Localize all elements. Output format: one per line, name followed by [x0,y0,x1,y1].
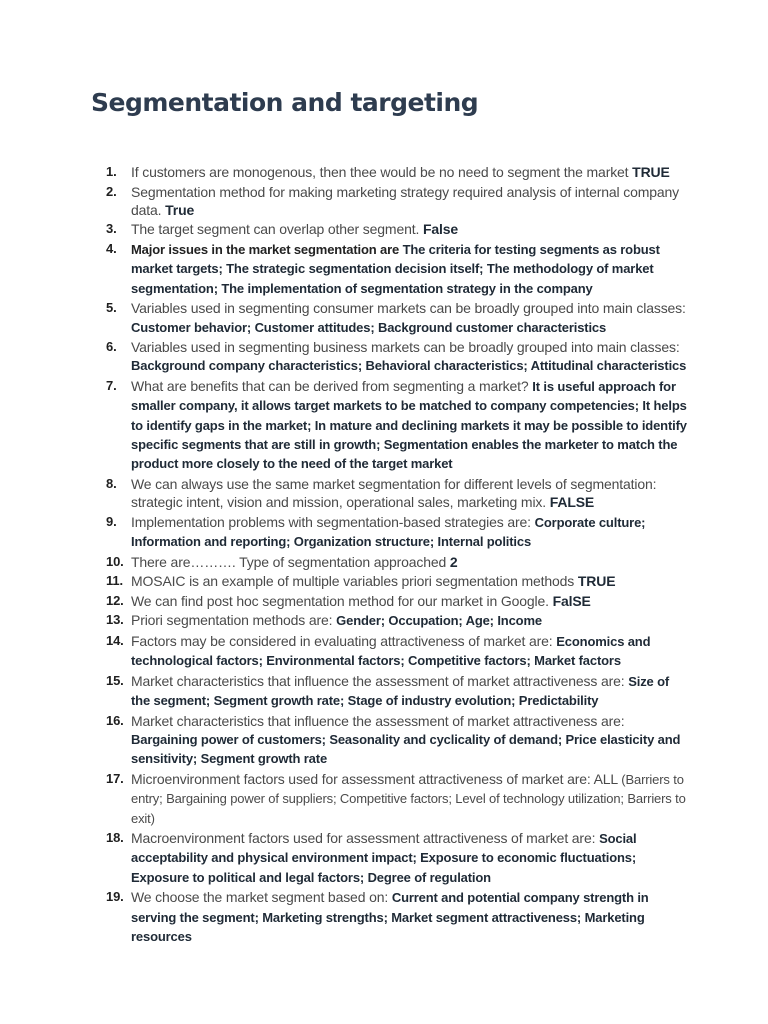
list-item [106,572,691,590]
item-answer: FALSE [549,494,595,511]
item-number: 6. [106,339,117,355]
item-number: 9. [106,513,117,529]
list-item [106,592,691,610]
list-item [106,338,691,376]
list-item [106,712,691,769]
list-item [106,299,691,337]
item-answer: Bargaining power of customers; Seasonality and cyclicality of demand; Price elasticity and sensitivity; Segment growth rate [131,732,681,767]
item-answer: FalSE [552,592,591,609]
list-item [106,513,691,552]
item-question: Market characteristics that influence the assessment of market attractiveness are: [131,712,625,729]
item-number: 19. [106,889,124,905]
list-item [106,163,691,181]
item-answer: Corporate culture; Information and reporting; Organization structure; Internal politics [131,514,646,550]
item-answer: Customer behavior; Customer attitudes; Background customer characteristics [131,319,607,335]
list-item [106,553,691,571]
item-question: Factors may be considered in evaluating attractiveness of market are: [131,632,557,649]
item-answer: (Barriers to entry; Bargaining power of suppliers; Competitive factors; Level of technology utilization; Barriers to exit) [131,771,686,826]
list-item [106,183,691,220]
item-number: 8. [106,475,117,491]
list-item [106,632,691,671]
list-item [106,240,691,298]
page-title: Segmentation and targeting [91,88,479,117]
item-number: 12. [106,592,124,608]
item-number: 7. [106,378,117,394]
item-question: There are………. Type of segmentation approached [131,553,450,570]
item-number: 16. [106,712,124,728]
item-question: What are benefits that can be derived from segmenting a market? [131,378,533,395]
list-item [106,475,691,512]
item-question: MOSAIC is an example of multiple variables priori segmentation methods [131,573,578,590]
item-number: 14. [106,632,124,648]
list-item [106,672,691,711]
item-number: 15. [106,672,124,688]
item-answer: TRUE [577,573,616,590]
item-question: Priori segmentation methods are: [131,612,337,629]
item-answer: Current and potential company strength in serving the segment; Marketing strengths; Market segment attractiveness; Marketing resources [131,890,649,944]
item-answer: False [422,221,458,238]
list-item [106,888,691,946]
item-answer: Background company characteristics; Behavioral characteristics; Attitudinal characteristics [131,358,687,374]
item-number: 13. [106,612,124,628]
item-question: Variables used in segmenting consumer markets can be broadly grouped into main classes: [131,300,686,317]
list-item [106,611,691,630]
question-list [106,163,691,948]
item-answer: Economics and technological factors; Environmental factors; Competitive factors; Market factors [131,633,651,669]
item-number: 4. [106,241,117,257]
list-item [106,220,691,238]
item-answer: It is useful approach for smaller company, it allows target markets to be matched to company competencies; It helps to identify gaps in the market; In mature and declining markets it may be possible to identify specific segments that are still in growth; Segmentation enables the marketer to match the product more closely to the need of the target market [131,379,687,472]
item-answer: TRUE [632,164,670,180]
item-number: 2. [106,183,117,199]
item-answer: Social acceptability and physical environment impact; Exposure to economic fluctuations; Exposure to political and legal factors; Degree of regulation [131,831,637,885]
item-number: 11. [106,573,123,589]
item-question: Macroenvironment factors used for assessment attractiveness of market are: [131,830,600,847]
item-question: Segmentation method for making marketing strategy required analysis of internal company data. [131,183,680,218]
item-question: We can find post hoc segmentation method for our market in Google. [131,592,553,609]
item-question: The target segment can overlap other segment. [131,221,423,238]
item-answer: Size of the segment; Segment growth rate; Stage of industry evolution; Predictability [131,673,670,709]
item-answer: True [165,201,195,218]
item-question: Variables used in segmenting business markets can be broadly grouped into main classes: [131,339,680,356]
item-answer: The criteria for testing segments as robust market targets; The strategic segmentation decision itself; The methodology of market segmentation; The implementation of segmentation strategy in the company [131,242,660,296]
item-question: We can always use the same market segmentation for different levels of segmentation: strategic intent, vision and mission, operational sales, marketing mix. [131,475,657,511]
item-number: 10. [106,553,124,569]
list-item [106,829,691,887]
item-question: Microenvironment factors used for assessment attractiveness of market are: ALL [131,770,622,787]
item-question: Implementation problems with segmentation-based strategies are: [131,513,535,530]
item-number: 18. [106,830,124,846]
item-answer: Gender; Occupation; Age; Income [336,613,542,629]
item-number: 5. [106,300,117,316]
item-question: We choose the market segment based on: [131,889,392,906]
item-question: If customers are monogenous, then thee would be no need to segment the market [131,164,633,180]
list-item [106,770,691,828]
item-question: Major issues in the market segmentation are [131,242,403,258]
item-number: 17. [106,770,124,786]
item-number: 1. [106,164,117,179]
list-item [106,377,691,473]
item-number: 3. [106,221,117,237]
item-answer: 2 [449,553,458,570]
item-question: Market characteristics that influence the assessment of market attractiveness are: [131,672,629,689]
